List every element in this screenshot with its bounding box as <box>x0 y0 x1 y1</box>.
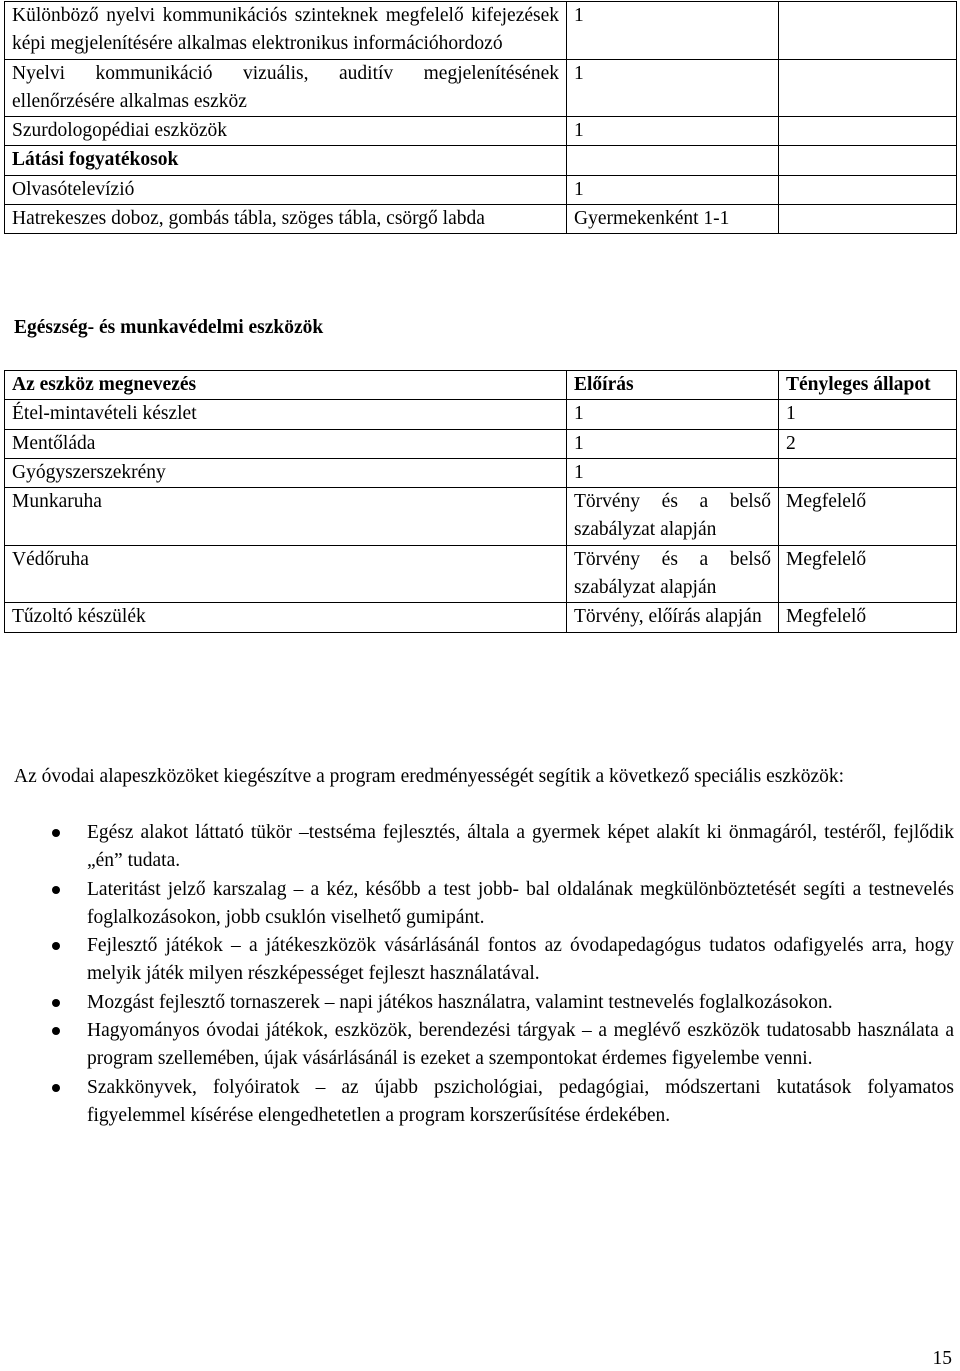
item-name: Olvasótelevízió <box>5 175 567 204</box>
item-value <box>567 146 779 175</box>
actual-value: 1 <box>779 400 957 429</box>
empty-cell <box>779 59 957 117</box>
actual-value <box>779 458 957 487</box>
item-name: Mentőláda <box>5 429 567 458</box>
table-row <box>5 146 957 175</box>
item-value: 1 <box>567 2 779 60</box>
item-name: Étel-mintavételi készlet <box>5 400 567 429</box>
required-value: 1 <box>567 429 779 458</box>
table-row <box>5 488 957 546</box>
table-row <box>5 429 957 458</box>
category-heading: Látási fogyatékosok <box>5 146 567 175</box>
list-item <box>14 1074 954 1131</box>
item-name: Hatrekeszes doboz, gombás tábla, szöges tábla, csörgő labda <box>5 205 567 234</box>
page-number: 15 <box>932 1348 952 1369</box>
actual-value: Megfelelő <box>779 545 957 603</box>
empty-cell <box>779 117 957 146</box>
table-row <box>5 2 957 60</box>
empty-cell <box>779 2 957 60</box>
bullet-icon <box>52 886 60 894</box>
item-name: Gyógyszerszekrény <box>5 458 567 487</box>
table-row <box>5 175 957 204</box>
header-actual: Tényleges állapot <box>779 371 957 400</box>
list-item <box>14 989 954 1017</box>
bullet-icon <box>52 942 60 950</box>
actual-value: Megfelelő <box>779 603 957 632</box>
section-heading: Egészség- és munkavédelmi eszközök <box>14 317 324 338</box>
list-item <box>14 819 954 876</box>
item-value: Gyermekenként 1-1 <box>567 205 779 234</box>
item-name: Nyelvi kommunikáció vizuális, auditív megjelenítésének ellenőrzésére alkalmas eszköz <box>5 59 567 117</box>
actual-value: Megfelelő <box>779 488 957 546</box>
item-name: Tűzoltó készülék <box>5 603 567 632</box>
list-item-text: Szakkönyvek, folyóiratok – az újabb pszichológiai, pedagógiai, módszertani kutatások folyamatos figyelemmel kísérése elengedhetetlen a program korszerűsítése érdekében. <box>87 1076 954 1126</box>
table-row <box>5 400 957 429</box>
empty-cell <box>779 175 957 204</box>
table-row <box>5 603 957 632</box>
table-row <box>5 59 957 117</box>
actual-value: 2 <box>779 429 957 458</box>
required-value: Törvény, előírás alapján <box>567 603 779 632</box>
table-row <box>5 458 957 487</box>
required-value: 1 <box>567 400 779 429</box>
bullet-list <box>14 819 954 1130</box>
item-name: Védőruha <box>5 545 567 603</box>
required-value: Törvény és a belső szabályzat alapján <box>567 545 779 603</box>
bullet-icon <box>52 1027 60 1035</box>
bullet-icon <box>52 829 60 837</box>
list-item-text: Fejlesztő játékok – a játékeszközök vásárlásánál fontos az óvodapedagógus tudatos odafigyelés arra, hogy melyik játék milyen részképességet fejleszt használatával. <box>87 935 954 985</box>
list-item-text: Hagyományos óvodai játékok, eszközök, berendezési tárgyak – a meglévő eszközök tudatosabb használata a program szellemében, újak vásárlásánál is ezeket a szempontokat érdemes figyelembe venni. <box>87 1020 954 1070</box>
list-item-text: Egész alakot láttató tükör –testséma fejlesztés, általa a gyermek képet alakít ki önmagáról, testéről, fejlődik „én” tudata. <box>87 822 954 872</box>
required-value: Törvény és a belső szabályzat alapján <box>567 488 779 546</box>
list-item <box>14 876 954 933</box>
list-item <box>14 1017 954 1074</box>
intro-paragraph: Az óvodai alapeszközöket kiegészítve a program eredményességét segítik a következő speciális eszközök: <box>14 766 845 787</box>
bullet-icon <box>52 999 60 1007</box>
table-row <box>5 205 957 234</box>
header-name: Az eszköz megnevezés <box>5 371 567 400</box>
empty-cell <box>779 205 957 234</box>
list-item-text: Lateritást jelző karszalag – a kéz, később a test jobb- bal oldalának megkülönböztetését segíti a testnevelés foglalkozásokon, jobb csuklón viselhető gumipánt. <box>87 878 954 928</box>
equipment-table <box>4 1 957 234</box>
required-value: 1 <box>567 458 779 487</box>
bullet-icon <box>52 1084 60 1092</box>
item-name: Munkaruha <box>5 488 567 546</box>
header-required: Előírás <box>567 371 779 400</box>
item-name: Szurdologopédiai eszközök <box>5 117 567 146</box>
health-safety-table <box>4 370 957 633</box>
table-header-row <box>5 371 957 400</box>
list-item <box>14 932 954 989</box>
table-row <box>5 545 957 603</box>
item-value: 1 <box>567 117 779 146</box>
empty-cell <box>779 146 957 175</box>
list-item-text: Mozgást fejlesztő tornaszerek – napi játékos használatra, valamint testnevelés foglalkozásokon. <box>87 991 833 1013</box>
table-row <box>5 117 957 146</box>
item-value: 1 <box>567 175 779 204</box>
item-value: 1 <box>567 59 779 117</box>
item-name: Különböző nyelvi kommunikációs szinteknek megfelelő kifejezések képi megjelenítésére alkalmas elektronikus információhordozó <box>5 2 567 60</box>
